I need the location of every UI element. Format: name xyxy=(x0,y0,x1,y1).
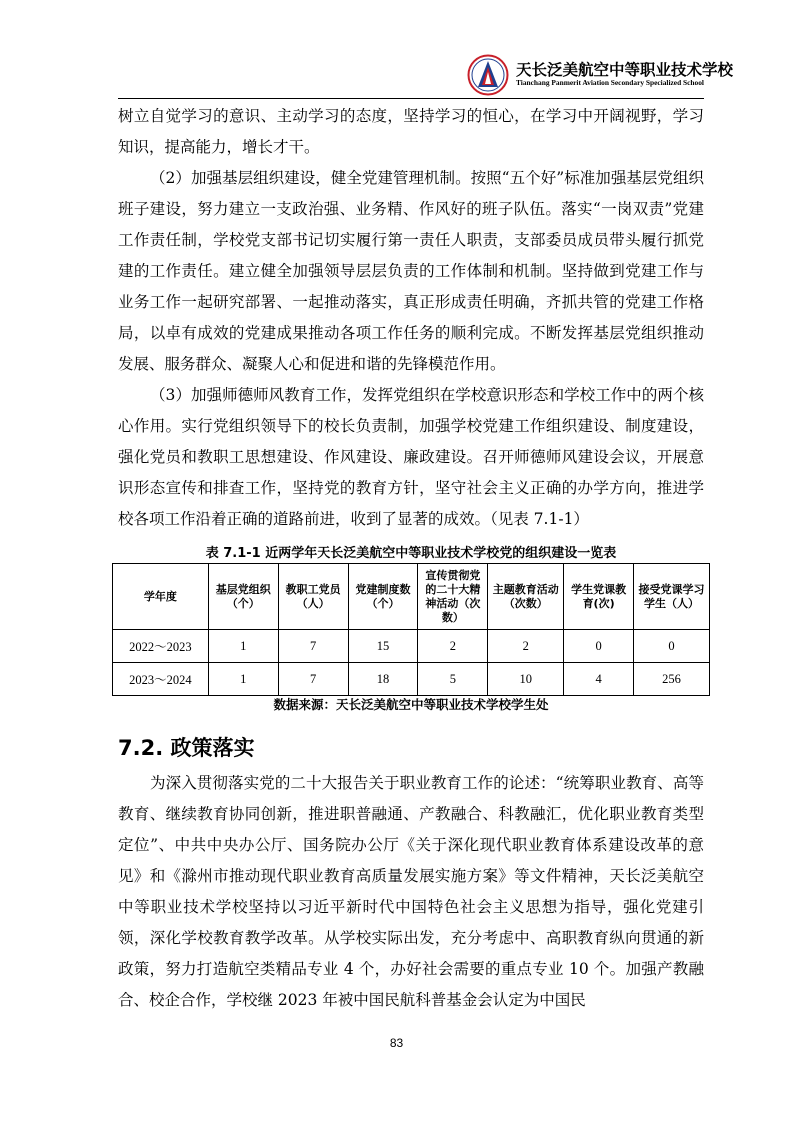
table-cell: 4 xyxy=(564,663,634,696)
header-cell: 党建制度数（个） xyxy=(348,564,418,630)
body-paragraph-3: （3）加强师德师风教育工作，发挥党组织在学校意识形态和学校工作中的两个核心作用。实行党组织领导下的校长负责制，加强学校党建工作组织建设、制度建设，强化党员和教职工思想建设、作风建设、廉政建设。召开师德师风建设会议，开展意识形态宣传和排查工作，坚持党的教育方针，坚守社会主义正确的办学方向，推进学校各项工作沿着正确的道路前进，收到了显著的成效。（见表 7.1-1） xyxy=(118,386,704,528)
header-cell: 教职工党员（人） xyxy=(278,564,348,630)
school-name-cn: 天长泛美航空中等职业技术学校 xyxy=(516,61,734,79)
table-cell: 2 xyxy=(488,630,564,663)
table-header-row xyxy=(113,564,710,630)
page-number: 83 xyxy=(389,1036,404,1050)
header-rule xyxy=(118,98,704,99)
table-cell: 1 xyxy=(208,630,278,663)
header-cell: 主题教育活动（次数） xyxy=(488,564,564,630)
table-cell: 5 xyxy=(418,663,488,696)
table-cell: 7 xyxy=(278,663,348,696)
header-cell: 学生党课教育(次) xyxy=(564,564,634,630)
header-cell: 基层党组织（个） xyxy=(208,564,278,630)
body-paragraph-2: （2）加强基层组织建设，健全党建管理机制。按照“五个好”标准加强基层党组织班子建设，努力建立一支政治强、业务精、作风好的班子队伍。落实“一岗双责”党建工作责任制，学校党支部书记切实履行第一责任人职责，支部委员成员带头履行抓党建的工作责任。建立健全加强领导层层负责的工作体制和机制。坚持做到党建工作与业务工作一起研究部署、一起推动落实，真正形成责任明确，齐抓共管的党建工作格局，以卓有成效的党建成果推动各项工作任务的顺利完成。不断发挥基层党组织推动发展、服务群众、凝聚人心和促进和谐的先锋模范作用。 xyxy=(118,169,704,373)
party-building-table xyxy=(112,563,710,696)
table-cell: 1 xyxy=(208,663,278,696)
body-paragraph-1: 树立自觉学习的意识、主动学习的态度，坚持学习的恒心，在学习中开阔视野，学习知识，提高能力，增长才干。 xyxy=(118,107,704,156)
header-cell: 接受党课学习学生（人） xyxy=(634,564,710,630)
header-cell: 宣传贯彻党的二十大精神活动（次数） xyxy=(418,564,488,630)
table-caption: 表 7.1-1 近两学年天长泛美航空中等职业技术学校党的组织建设一览表 xyxy=(205,546,617,561)
section-title: 7.2. 政策落实 xyxy=(118,736,255,760)
table-cell: 7 xyxy=(278,630,348,663)
table-cell: 15 xyxy=(348,630,418,663)
table-cell: 2 xyxy=(418,630,488,663)
school-emblem-icon xyxy=(467,54,509,96)
table-row xyxy=(113,630,710,663)
table-cell: 2023～2024 xyxy=(113,663,209,696)
table-row xyxy=(113,663,710,696)
header-cell: 学年度 xyxy=(113,564,209,630)
page-header xyxy=(118,52,734,100)
table-cell: 2022～2023 xyxy=(113,630,209,663)
school-name-en: Tianchang Panmerit Aviation Secondary Specialized School xyxy=(516,78,704,87)
table-cell: 18 xyxy=(348,663,418,696)
table-source: 数据来源：天长泛美航空中等职业技术学校学生处 xyxy=(273,697,549,712)
table-cell: 0 xyxy=(564,630,634,663)
table-cell: 10 xyxy=(488,663,564,696)
table-cell: 0 xyxy=(634,630,710,663)
section-paragraph: 为深入贯彻落实党的二十大报告关于职业教育工作的论述：“统筹职业教育、高等教育、继续教育协同创新，推进职普融通、产教融合、科教融汇，优化职业教育类型定位”、中共中央办公厅、国务院办公厅《关于深化现代职业教育体系建设改革的意见》和《滁州市推动现代职业教育高质量发展实施方案》等文件精神，天长泛美航空中等职业技术学校坚持以习近平新时代中国特色社会主义思想为指导，强化党建引领，深化学校教育教学改革。从学校实际出发，充分考虑中、高职教育纵向贯通的新政策，努力打造航空类精品专业 4 个，办好社会需要的重点专业 10 个。加强产教融合、校企合作，学校继 2023 年被中国民航科普基金会认定为中国民 xyxy=(118,774,704,1009)
table-cell: 256 xyxy=(634,663,710,696)
